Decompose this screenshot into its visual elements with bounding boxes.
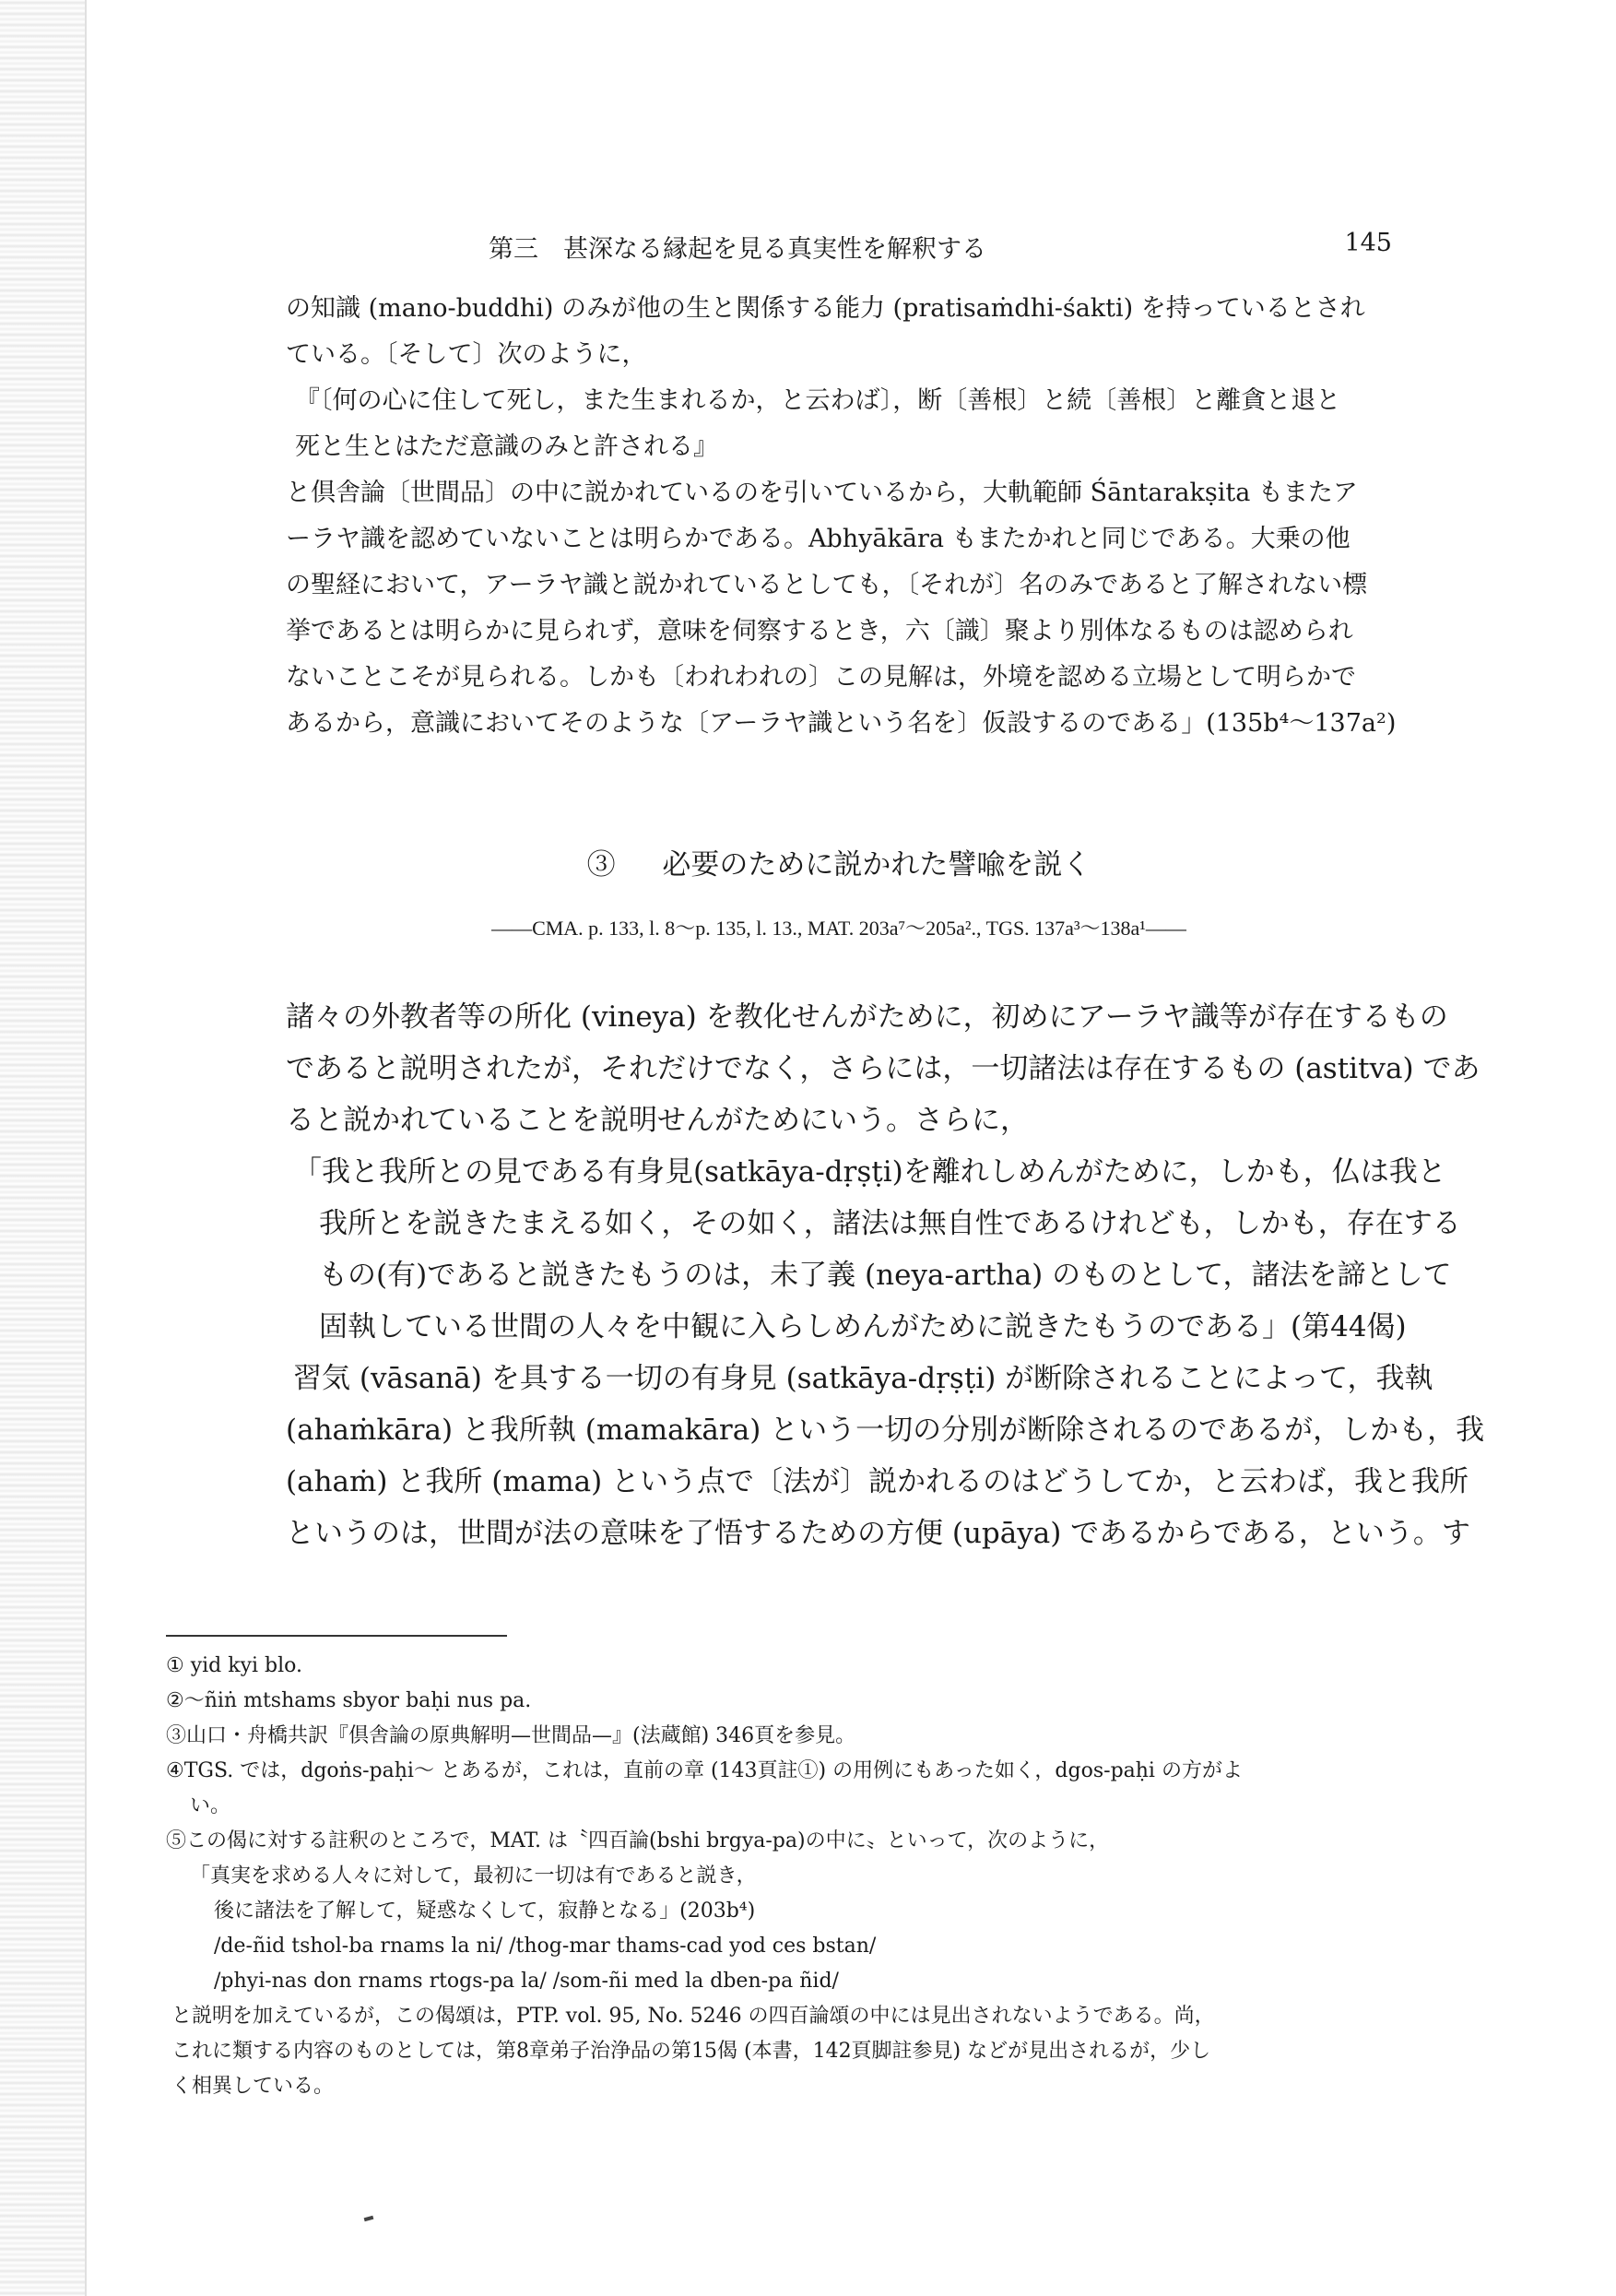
section-source: ——CMA. p. 133, l. 8〜p. 135, l. 13., MAT. 203a⁷〜205a²., TGS. 137a³〜138a¹——	[491, 917, 1186, 940]
main-paragraph	[286, 991, 1485, 1559]
footnote-continuation: く相異している。	[171, 2075, 335, 2098]
footnote-continuation: と説明を加えているが，この偈頌は，PTP. vol. 95, No. 5246 の四百論頌の中には見出されないようである。尚，	[171, 2005, 1215, 2028]
text-line: (ahaṁ) と我所 (mama) という点で〔法が〕説かれるのはどうしてか，と云わば，我と我所	[286, 1465, 1469, 1498]
verse-line: もの(有)であると説きたもうのは，未了義 (neya-artha) のものとして，諸法を諦として	[319, 1259, 1452, 1292]
scan-edge	[0, 0, 87, 2296]
quote-line: 『〔何の心に住して死し，また生まれるか，と云わば〕，断〔善根〕と続〔善根〕と離貪と退と	[295, 386, 1341, 415]
text-line: (ahaṁkāra) と我所執 (mamakāra) という一切の分別が断除されるのであるが，しかも，我	[286, 1414, 1485, 1447]
verse-line: 我所とを説きたまえる如く，その如く，諸法は無自性であるけれども，しかも，存在する	[319, 1207, 1461, 1240]
text-line: 習気 (vāsanā) を具する一切の有身見 (satkāya-dṛṣṭi) が断除されることによって，我執	[293, 1362, 1433, 1395]
footnote: ① yid kyi blo.	[166, 1654, 303, 1677]
text-line: あるから，意識においてそのような〔アーラヤ識という名を〕仮設するのである」(135b⁴〜137a²)	[286, 709, 1397, 738]
footnote-tibetan: /phyi-nas don rnams rtogs-pa la/ /som-ñi med la dben-pa ñid/	[214, 1970, 839, 1993]
running-header	[286, 229, 1392, 266]
running-title: 第三 甚深なる縁起を見る真実性を解釈する	[489, 235, 986, 264]
footnote-continuation: これに類する内容のものとしては，第8章弟子治浄品の第15偈 (本書，142頁脚註参見) などが見出されるが，少し	[171, 2040, 1211, 2063]
footnote-quote: 「真実を求める人々に対して，最初に一切は有であると説き，	[190, 1864, 757, 1888]
text-line: ると説かれていることを説明せんがためにいう。さらに，	[286, 1104, 1029, 1137]
text-line: であると説明されたが，それだけでなく，さらには，一切諸法は存在するもの (astitva) であ	[286, 1052, 1480, 1085]
footnote: ④TGS. では，dgoṅs-paḥi〜 とあるが，これは，直前の章 (143頁註①) の用例にもあった如く，dgos-paḥi の方がよ	[166, 1759, 1243, 1782]
footnote-continuation: い。	[190, 1794, 231, 1817]
section-number: ③	[586, 848, 616, 882]
text-line: ーラヤ識を認めていないことは明らかである。Abhyākāra もまたかれと同じである。大乗の他	[286, 525, 1351, 553]
text-line: の聖経において，アーラヤ識と説かれているとしても，〔それが〕名のみであると了解されない標	[286, 571, 1368, 599]
text-line: ている。〔そして〕次のように，	[286, 340, 647, 369]
text-line: ないことこそが見られる。しかも〔われわれの〕この見解は，外境を認める立場として明らかで	[286, 663, 1356, 692]
text-line: というのは，世間が法の意味を了悟するための方便 (upāya) であるからである，という。す	[286, 1517, 1470, 1550]
footnote: ③山口・舟橋共訳『倶舎論の原典解明—世間品—』(法蔵館) 346頁を参見。	[166, 1724, 856, 1747]
top-paragraph	[286, 286, 1397, 747]
text-line: 挙であるとは明らかに見られず，意味を伺察するとき，六〔識〕聚より別体なるものは認められ	[286, 617, 1353, 645]
scan-speck	[364, 2216, 374, 2221]
footnote-rule	[166, 1635, 507, 1637]
verse-line: 「我と我所との見である有身見(satkāya-dṛṣṭi)を離れしめんがために，しかも，仏は我と	[293, 1155, 1446, 1189]
footnote-tibetan: /de-ñid tshol-ba rnams la ni/ /thog-mar thams-cad yod ces bstan/	[214, 1935, 877, 1958]
section-heading	[286, 841, 1392, 882]
footnote-quote: 後に諸法を了解して，疑惑なくして，寂静となる」(203b⁴)	[214, 1900, 756, 1923]
page-number: 145	[1344, 229, 1392, 257]
footnote: ②〜ñiṅ mtshams sbyor baḥi nus pa.	[166, 1689, 532, 1712]
footnote: ⑤この偈に対する註釈のところで，MAT. は〝四百論(bshi brgya-pa)の中に〟といって，次のように，	[166, 1829, 1110, 1852]
section-title: 必要のために説かれた譬喩を説く	[662, 848, 1091, 882]
text-line: 諸々の外教者等の所化 (vineya) を教化せんがために，初めにアーラヤ識等が存在するもの	[286, 1000, 1448, 1034]
text-line: と倶舎論〔世間品〕の中に説かれているのを引いているから，大軌範師 Śāntarakṣita もまたア	[286, 479, 1358, 507]
quote-line: 死と生とはただ意識のみと許される』	[295, 432, 718, 461]
footnotes	[166, 1649, 1401, 2104]
verse-line: 固執している世間の人々を中観に入らしめんがために説きたもうのである」(第44偈)	[319, 1310, 1407, 1343]
text-line: の知識 (mano-buddhi) のみが他の生と関係する能力 (pratisaṁdhi-śakti) を持っているとされ	[286, 294, 1365, 323]
